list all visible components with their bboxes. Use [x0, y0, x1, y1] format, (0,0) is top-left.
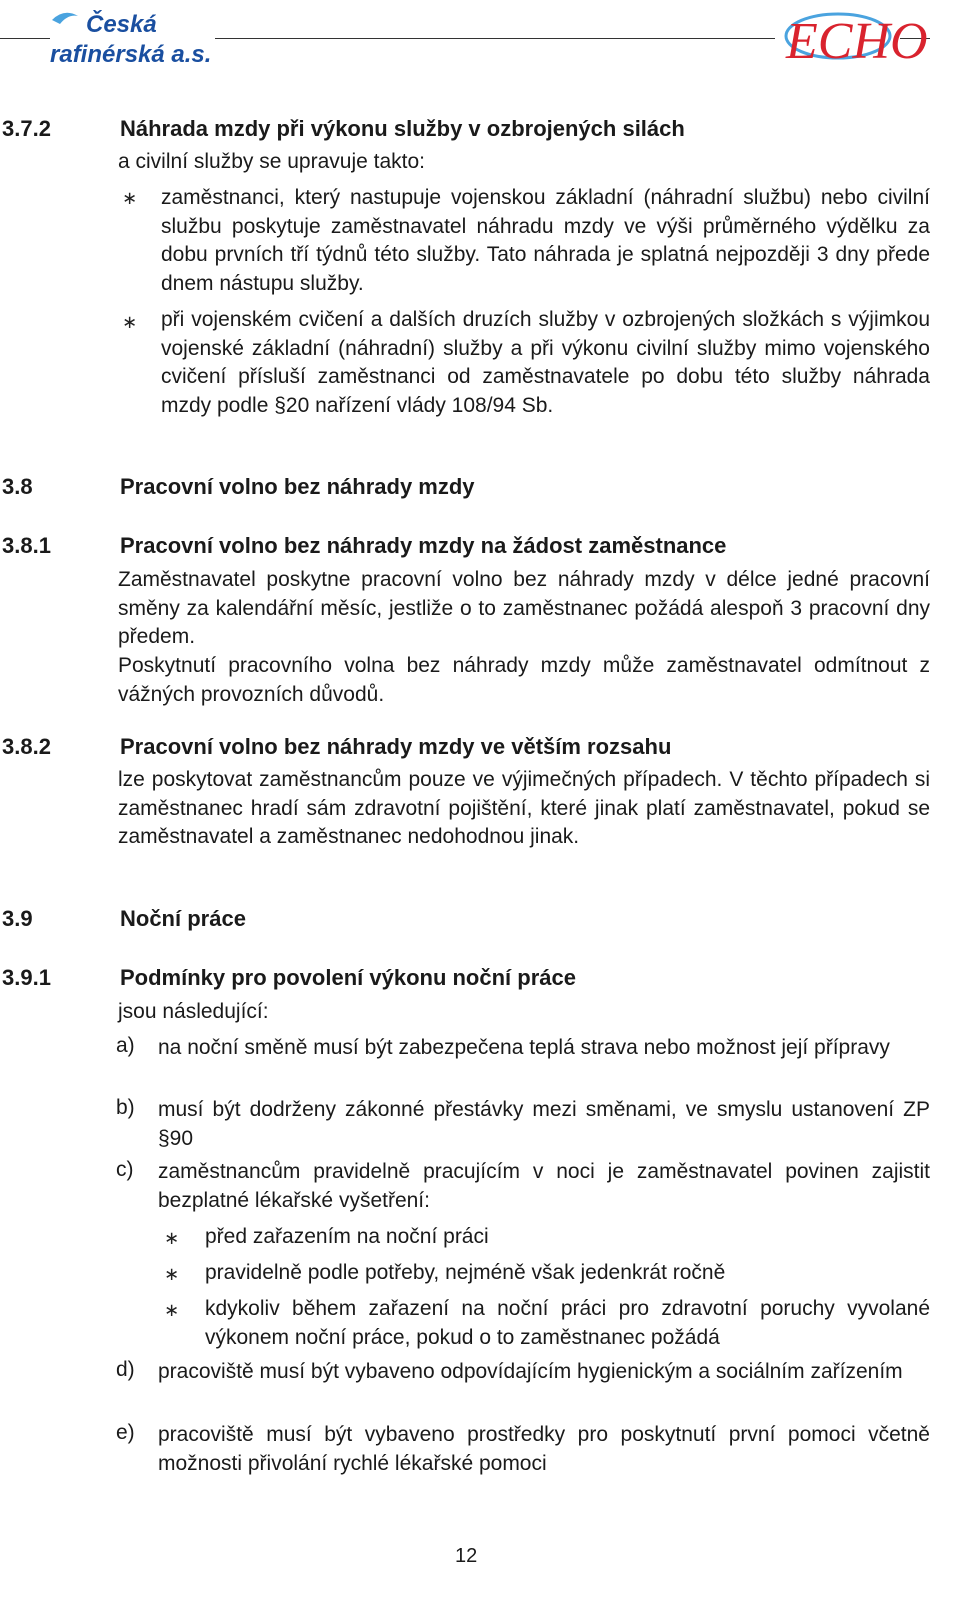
- asterisk-bullet-icon: ∗: [122, 188, 138, 208]
- logo-swoosh-icon: [52, 13, 78, 24]
- page-header: [0, 0, 960, 80]
- logo-left-line2: rafinérská a.s.: [50, 41, 212, 68]
- section-number: 3.8: [2, 474, 33, 499]
- section-intro: jsou následující:: [118, 1000, 269, 1023]
- list-item: na noční směně musí být zabezpečena teplá strava nebo možnost její přípravy: [158, 1036, 890, 1059]
- echo-logo: [780, 6, 928, 70]
- section-title: Pracovní volno bez náhrady mzdy na žádost zaměstnance: [120, 533, 727, 558]
- echo-logo-text: ECHO: [786, 13, 928, 70]
- bullet-text: při vojenském cvičení a dalších druzích služby v ozbrojených složkách s výjimkou vojenské základní (náhradní) služby a při výkonu civilní služby mimo vojenského cvičení přísluší zaměstnanci od zaměstnavatele po dobu této služby náhrada mzdy podle §20 nařízení vlády 108/94 Sb.: [161, 308, 930, 417]
- section-number: 3.9: [2, 906, 33, 931]
- asterisk-bullet-icon: ∗: [122, 312, 138, 332]
- header-rule-middle: [215, 38, 775, 39]
- paragraph: Poskytnutí pracovního volna bez náhrady mzdy může zaměstnavatel odmítnout z vážných provozních důvodů.: [118, 654, 930, 706]
- section-title: Podmínky pro povolení výkonu noční práce: [120, 965, 576, 990]
- logo-left-line1: Česká: [86, 11, 157, 38]
- paragraph: Zaměstnavatel poskytne pracovní volno bez náhrady mzdy v délce jedné pracovní směny za kalendářní měsíc, jestliže o to zaměstnanec požádá alespoň 3 pracovní dny předem.: [118, 568, 930, 648]
- bullet-text: zaměstnanci, který nastupuje vojenskou základní (náhradní službu) nebo civilní službu poskytuje zaměstnavatel náhradu mzdy ve výši průměrného výdělku za dobu prvních tří týdnů této služby. Tato náhrada je splatná nejpozději 3 dny přede dnem nástupu služby.: [161, 186, 930, 295]
- section-intro: a civilní služby se upravuje takto:: [118, 150, 425, 173]
- asterisk-bullet-icon: ∗: [164, 1264, 180, 1284]
- list-label: d): [116, 1358, 135, 1381]
- list-label: e): [116, 1421, 135, 1444]
- section-number: 3.7.2: [2, 116, 51, 141]
- section-number: 3.9.1: [2, 965, 51, 990]
- section-number: 3.8.2: [2, 734, 51, 759]
- section-title: Pracovní volno bez náhrady mzdy ve větším rozsahu: [120, 734, 672, 759]
- asterisk-bullet-icon: ∗: [164, 1228, 180, 1248]
- list-item: pracoviště musí být vybaveno odpovídajícím hygienickým a sociálním zařízením: [158, 1360, 903, 1383]
- ceska-rafinerska-logo: [48, 6, 218, 68]
- section-title: Noční práce: [120, 906, 246, 931]
- list-item: pracoviště musí být vybaveno prostředky pro poskytnutí první pomoci včetně možnosti přivolání rychlé lékařské pomoci: [158, 1423, 930, 1475]
- page-number: 12: [455, 1545, 478, 1567]
- list-label: b): [116, 1096, 135, 1119]
- list-item: zaměstnancům pravidelně pracujícím v noci je zaměstnavatel povinen zajistit bezplatné lékařské vyšetření:: [158, 1160, 930, 1212]
- list-label: a): [116, 1034, 135, 1057]
- asterisk-bullet-icon: ∗: [164, 1300, 180, 1320]
- sub-bullet-text: před zařazením na noční práci: [205, 1225, 489, 1248]
- header-rule-left: [0, 38, 50, 39]
- list-label: c): [116, 1158, 134, 1181]
- section-title: Pracovní volno bez náhrady mzdy: [120, 474, 475, 499]
- section-number: 3.8.1: [2, 533, 51, 558]
- list-item: musí být dodrženy zákonné přestávky mezi směnami, ve smyslu ustanovení ZP §90: [158, 1098, 930, 1150]
- paragraph: lze poskytovat zaměstnancům pouze ve výjimečných případech. V těchto případech si zaměstnanec hradí sám zdravotní pojištění, které jinak platí zaměstnavatel, pokud se zaměstnavatel a zaměstnanec nedohodnou jinak.: [118, 768, 930, 848]
- sub-bullet-text: pravidelně podle potřeby, nejméně však jedenkrát ročně: [205, 1261, 726, 1284]
- sub-bullet-text: kdykoliv během zařazení na noční práci pro zdravotní poruchy vyvolané výkonem noční práce, pokud o to zaměstnanec požádá: [205, 1297, 930, 1349]
- section-title: Náhrada mzdy při výkonu služby v ozbrojených silách: [120, 116, 685, 141]
